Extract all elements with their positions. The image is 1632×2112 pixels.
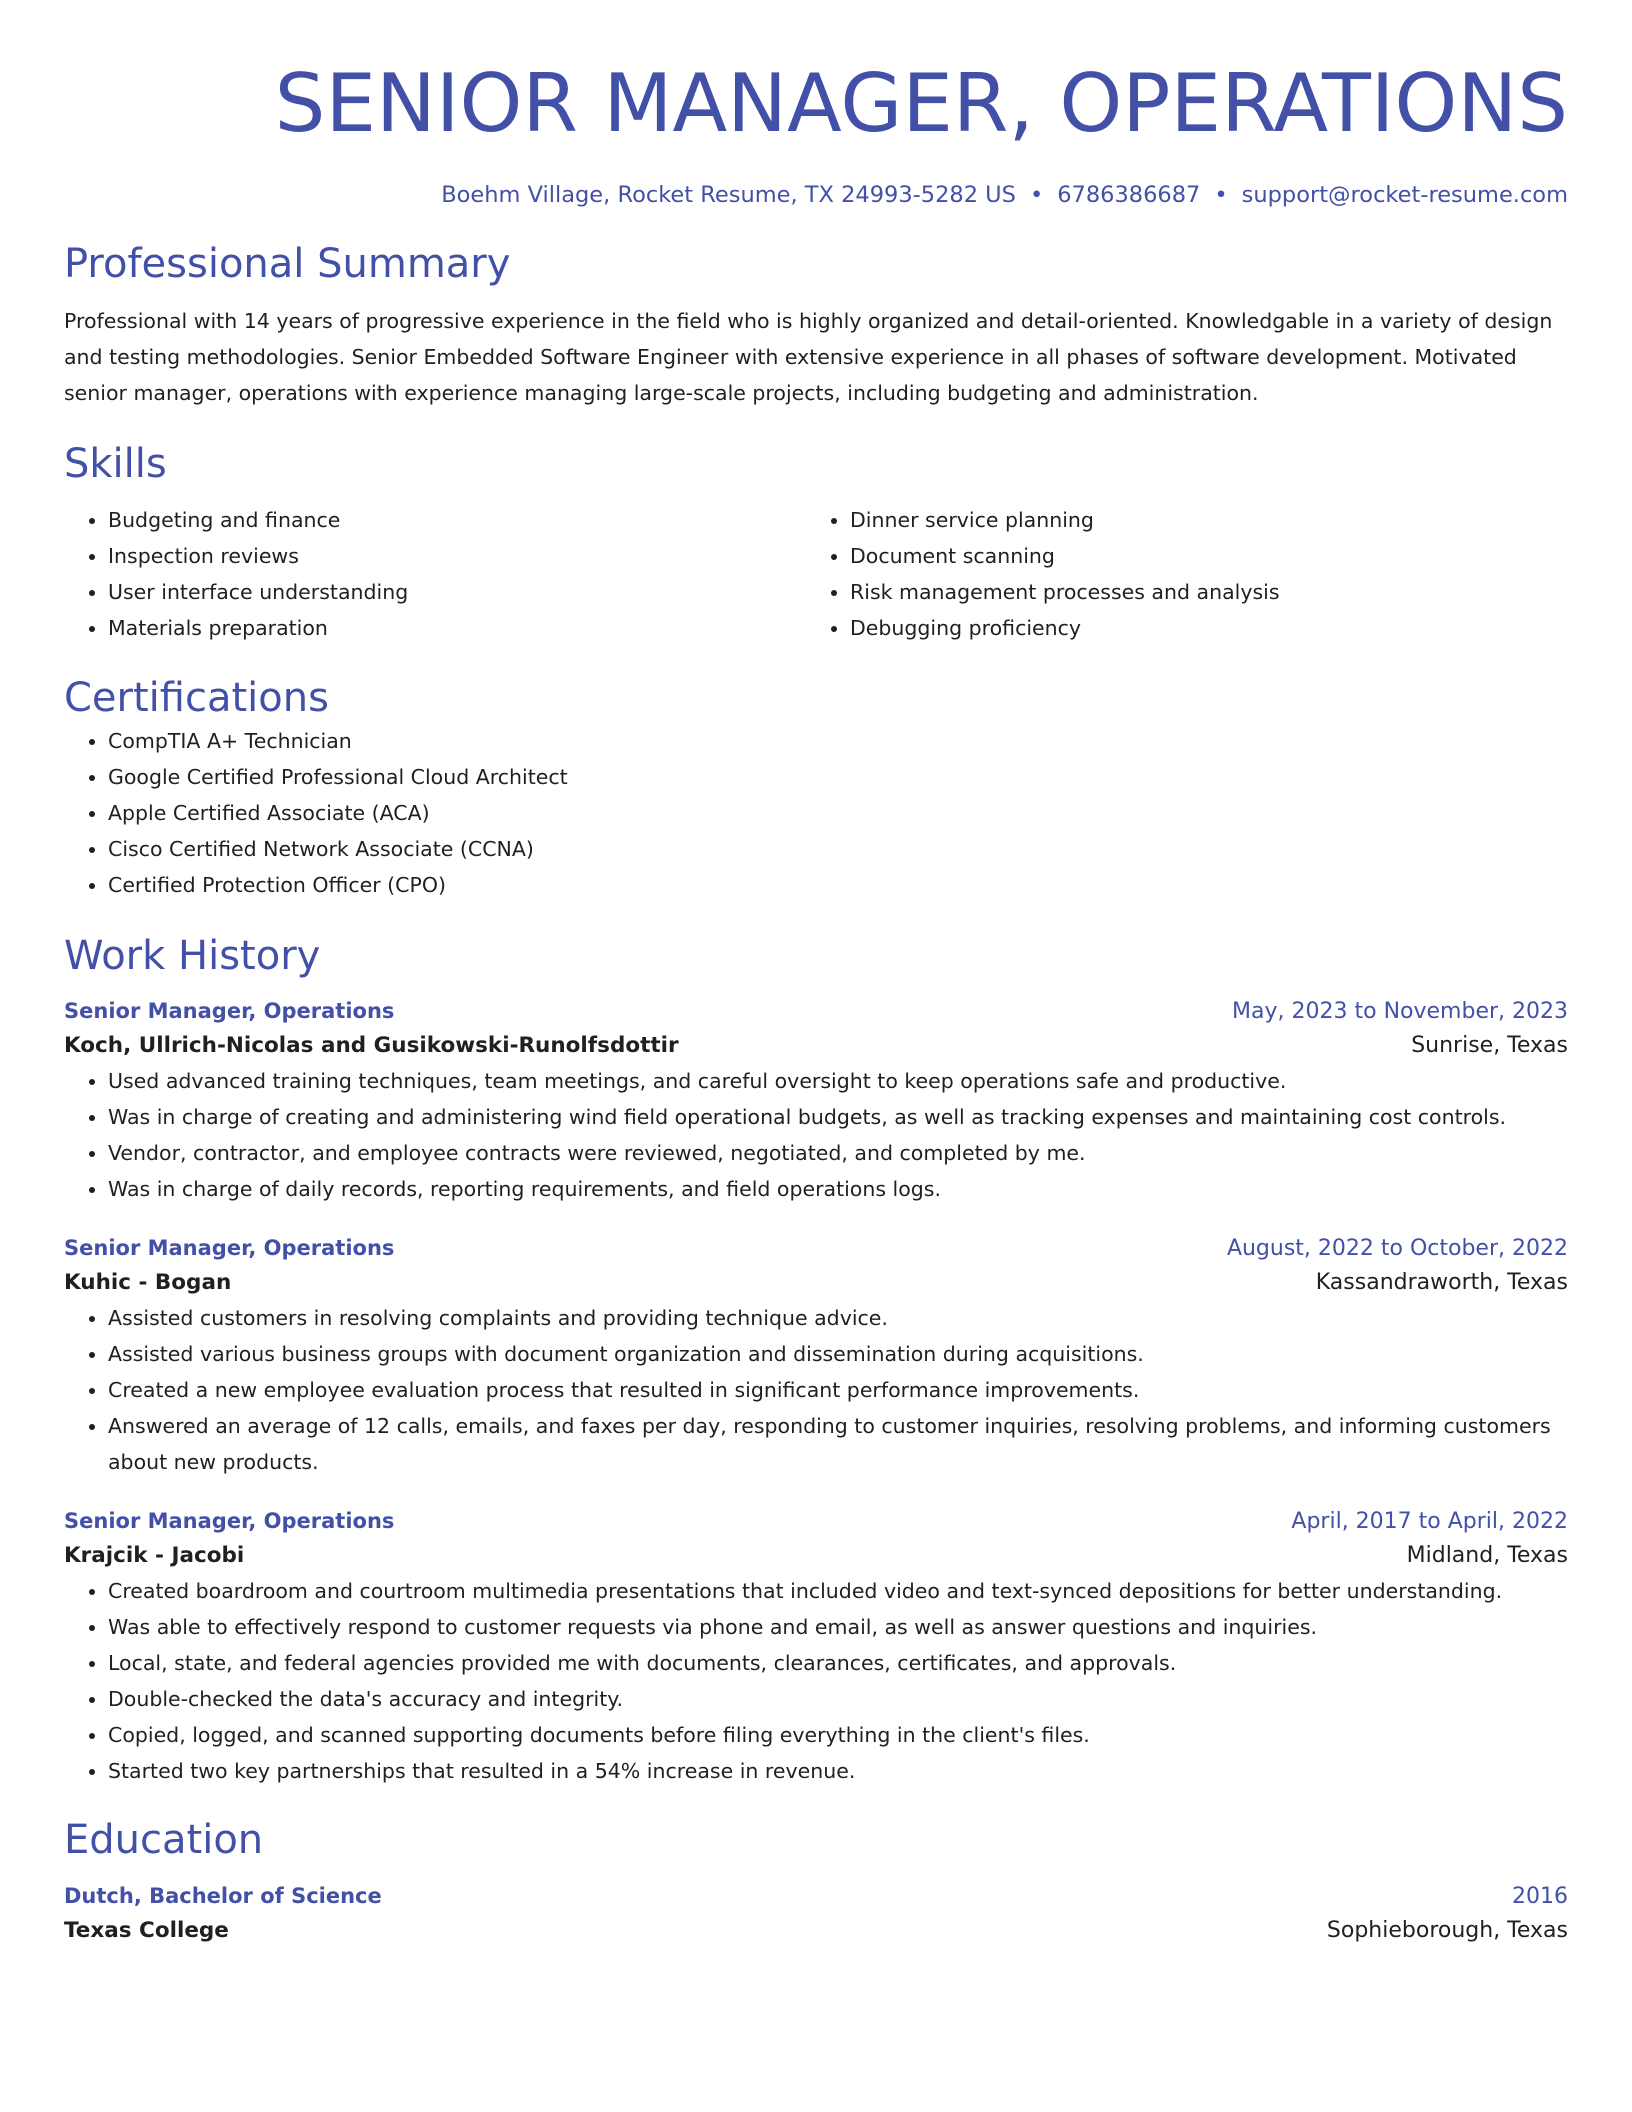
certification-item: • CompTIA A+ Technician (108, 723, 1568, 759)
job-bullet: • Copied, logged, and scanned supporting documents before filing everything in the client's files. (108, 1717, 1568, 1753)
certification-item: • Apple Certified Associate (ACA) (108, 795, 1568, 831)
skill-item: • Inspection reviews (108, 538, 806, 574)
education-year: 2016 (1512, 1884, 1568, 1909)
job-bullets (64, 1063, 1568, 1207)
skill-item: • Risk management processes and analysis (850, 574, 1548, 610)
job-bullets (64, 1573, 1568, 1789)
job-entry (64, 1504, 1568, 1789)
certifications-heading: Certifications (64, 675, 329, 721)
skills-column-right (806, 502, 1548, 646)
job-location: Midland, Texas (1406, 1543, 1568, 1568)
job-location: Sunrise, Texas (1411, 1033, 1568, 1058)
education-school-row (64, 1914, 1568, 1948)
contact-address: Boehm Village, Rocket Resume, TX 24993-5282 US (441, 182, 1016, 208)
job-title-row (64, 994, 1568, 1029)
skills-heading: Skills (64, 441, 167, 487)
skills-grid (64, 502, 1568, 646)
skill-item: • User interface understanding (108, 574, 806, 610)
contact-line (64, 180, 1568, 210)
job-title-row (64, 1231, 1568, 1266)
job-bullet: • Was able to effectively respond to customer requests via phone and email, as well as answer questions and inquiries. (108, 1609, 1568, 1645)
job-bullet: • Assisted customers in resolving complaints and providing technique advice. (108, 1300, 1568, 1336)
education-degree-row (64, 1879, 1568, 1914)
job-company: Krajcik - Jacobi (64, 1543, 245, 1568)
skills-list-left (108, 502, 806, 646)
job-title: Senior Manager, Operations (64, 1236, 395, 1260)
job-bullet: • Created boardroom and courtroom multimedia presentations that included video and text-synced depositions for better understanding. (108, 1573, 1568, 1609)
skill-item: • Budgeting and finance (108, 502, 806, 538)
summary-heading: Professional Summary (64, 241, 511, 287)
job-entry (64, 994, 1568, 1207)
skill-item: • Dinner service planning (850, 502, 1548, 538)
job-title-row (64, 1504, 1568, 1539)
education-location: Sophieborough, Texas (1326, 1918, 1568, 1943)
work-history-heading: Work History (64, 933, 321, 979)
job-company-row (64, 1266, 1568, 1300)
job-company: Kuhic - Bogan (64, 1270, 232, 1295)
job-company-row (64, 1029, 1568, 1063)
contact-separator: • (1029, 182, 1044, 208)
job-bullets (64, 1300, 1568, 1480)
education-school: Texas College (64, 1918, 229, 1943)
job-bullet: • Local, state, and federal agencies provided me with documents, clearances, certificates, and approvals. (108, 1645, 1568, 1681)
job-dates: August, 2022 to October, 2022 (1226, 1236, 1568, 1261)
job-bullet: • Vendor, contractor, and employee contracts were reviewed, negotiated, and completed by me. (108, 1135, 1568, 1171)
skills-column-left (64, 502, 806, 646)
contact-separator: • (1214, 182, 1228, 208)
contact-email: support@rocket-resume.com (1241, 182, 1568, 208)
skill-item: • Document scanning (850, 538, 1548, 574)
resume-title: SENIOR MANAGER, OPERATIONS (274, 57, 1568, 150)
job-company-row (64, 1539, 1568, 1573)
certification-item: • Cisco Certified Network Associate (CCNA) (108, 831, 1568, 867)
job-location: Kassandraworth, Texas (1315, 1270, 1568, 1295)
skills-list-right (850, 502, 1548, 646)
job-bullet: • Was in charge of daily records, reporting requirements, and field operations logs. (108, 1171, 1568, 1207)
job-company: Koch, Ullrich-Nicolas and Gusikowski-Runolfsdottir (64, 1033, 679, 1058)
education-heading: Education (64, 1817, 264, 1863)
job-bullet: • Created a new employee evaluation process that resulted in significant performance improvements. (108, 1372, 1568, 1408)
certification-item: • Certified Protection Officer (CPO) (108, 867, 1568, 903)
job-entry (64, 1231, 1568, 1480)
certifications-list (64, 723, 1568, 903)
job-bullet: • Used advanced training techniques, team meetings, and careful oversight to keep operations safe and productive. (108, 1063, 1568, 1099)
skill-item: • Materials preparation (108, 610, 806, 646)
job-title: Senior Manager, Operations (64, 1509, 395, 1533)
job-bullet: • Was in charge of creating and administering wind field operational budgets, as well as tracking expenses and maintaining cost controls. (108, 1099, 1568, 1135)
education-entry (64, 1879, 1568, 1948)
job-title: Senior Manager, Operations (64, 999, 395, 1023)
job-dates: April, 2017 to April, 2022 (1291, 1509, 1568, 1534)
summary-text: Professional with 14 years of progressive experience in the field who is highly organized and detail-oriented. Knowledgable in a variety of design and testing methodologies. Senior Embedded Software Engineer with extensive experience in all phases of software development. Motivated senior manager, operations with experience managing large-scale projects, including budgeting and administration. (64, 309, 1553, 405)
job-bullet: • Answered an average of 12 calls, emails, and faxes per day, responding to customer inquiries, resolving problems, and informing customers about new products. (108, 1408, 1568, 1480)
skill-item: • Debugging proficiency (850, 610, 1548, 646)
contact-phone: 6786386687 (1057, 182, 1201, 208)
certification-item: • Google Certified Professional Cloud Architect (108, 759, 1568, 795)
job-bullet: • Double-checked the data's accuracy and integrity. (108, 1681, 1568, 1717)
job-bullet: • Assisted various business groups with document organization and dissemination during acquisitions. (108, 1336, 1568, 1372)
job-dates: May, 2023 to November, 2023 (1232, 999, 1568, 1024)
job-bullet: • Started two key partnerships that resulted in a 54% increase in revenue. (108, 1753, 1568, 1789)
resume-page (64, 0, 1568, 1948)
education-degree: Dutch, Bachelor of Science (64, 1884, 382, 1908)
